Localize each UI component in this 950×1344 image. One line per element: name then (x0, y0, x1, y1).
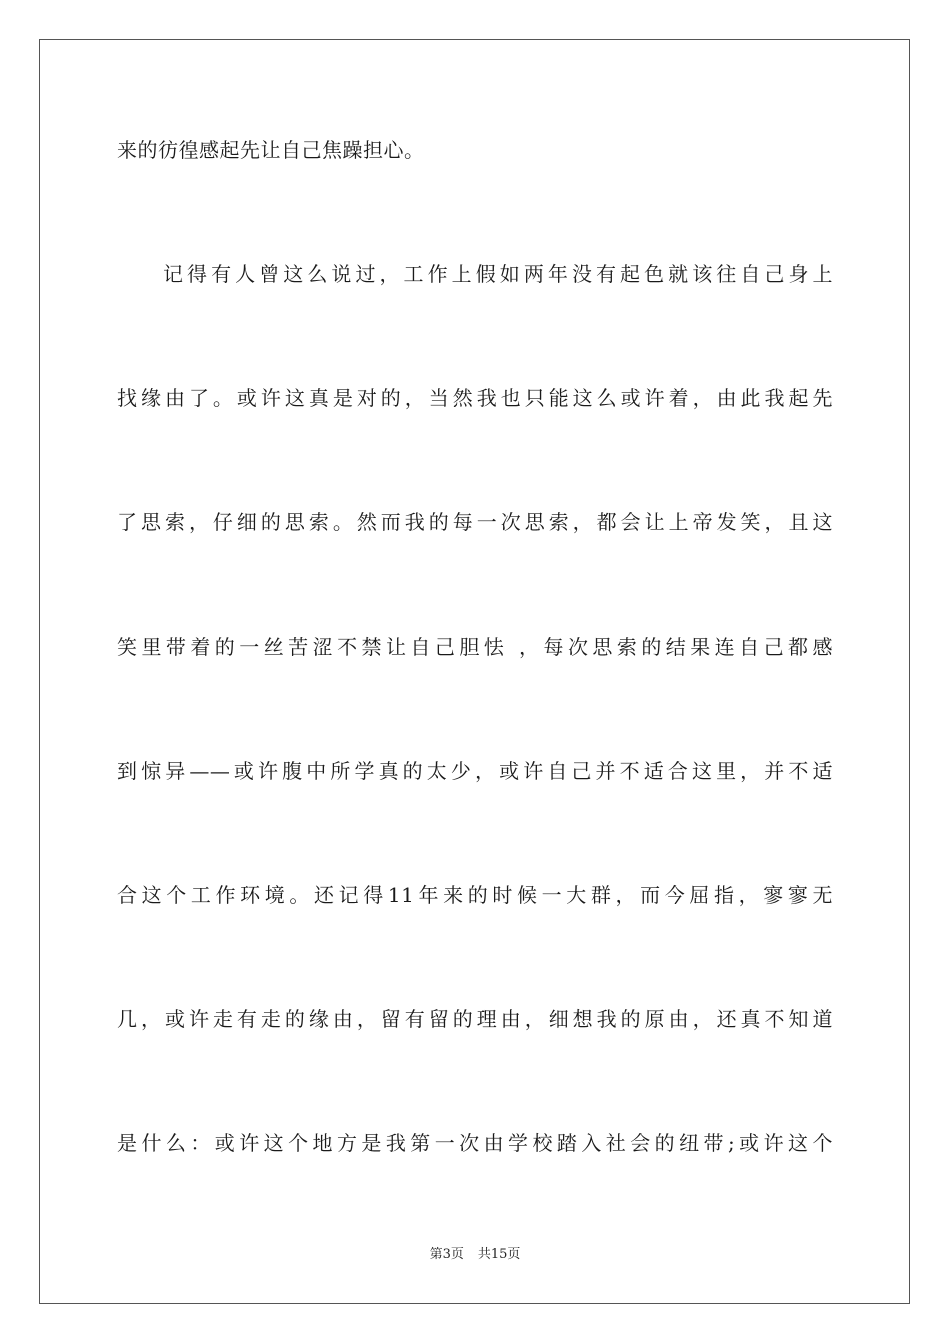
text-line: 几，或许走有走的缘由，留有留的理由，细想我的原由，还真不知道 (117, 1007, 833, 1031)
page-number: 第3页 (429, 1247, 464, 1262)
text-line: 是什么：或许这个地方是我第一次由学校踏入社会的纽带;或许这个 (117, 1131, 833, 1155)
page-footer (0, 1246, 950, 1264)
text-line: 找缘由了。或许这真是对的，当然我也只能这么或许着，由此我起先 (117, 386, 833, 410)
text-line: 到惊异——或许腹中所学真的太少，或许自己并不适合这里，并不适 (117, 759, 833, 783)
page-total: 共15页 (477, 1247, 521, 1262)
text-line: 记得有人曾这么说过，工作上假如两年没有起色就该往自己身上 (163, 262, 833, 286)
text-line: 了思索，仔细的思索。然而我的每一次思索，都会让上帝发笑，且这 (117, 510, 833, 534)
text-line: 来的彷徨感起先让自己焦躁担心。 (117, 138, 425, 162)
text-line: 合这个工作环境。还记得11年来的时候一大群，而今屈指，寥寥无 (117, 883, 833, 907)
page-frame (39, 39, 910, 1304)
text-line: 笑里带着的一丝苦涩不禁让自己胆怯 ，每次思索的结果连自己都感 (117, 635, 833, 659)
